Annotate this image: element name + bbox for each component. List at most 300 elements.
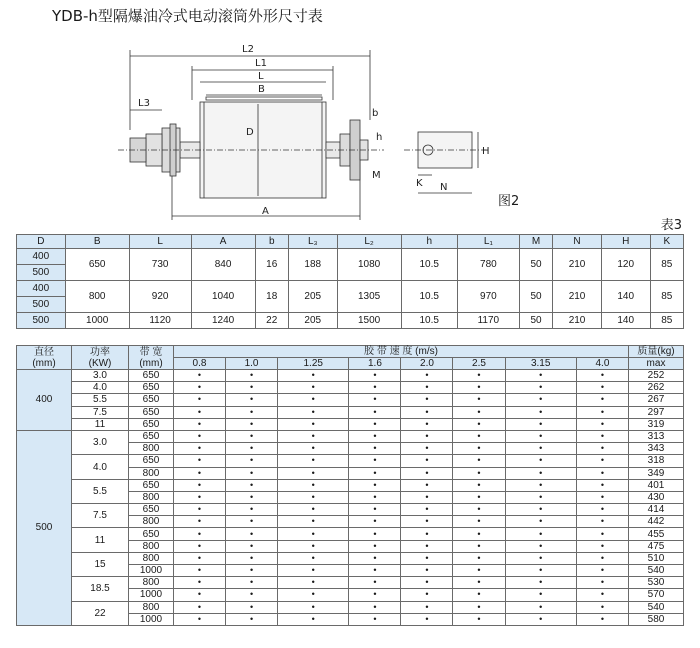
t3-header-cell: A: [191, 235, 255, 249]
t4-dot-cell: •: [278, 540, 349, 552]
t4-mass-cell: 297: [629, 406, 684, 418]
t4-dot-cell: •: [174, 504, 226, 516]
t4-dot-cell: •: [349, 577, 401, 589]
t4-width-cell: 800: [129, 577, 174, 589]
t4-dot-cell: •: [505, 613, 576, 625]
t3-header-cell: D: [17, 235, 66, 249]
t3-value-cell: 50: [519, 281, 552, 313]
t4-dot-cell: •: [174, 528, 226, 540]
t3-header-cell: K: [650, 235, 683, 249]
t4-mass-cell: 580: [629, 613, 684, 625]
t4-dot-cell: •: [576, 467, 628, 479]
t4-dot-cell: •: [576, 394, 628, 406]
t3-header-cell: L₁: [457, 235, 519, 249]
t4-dot-cell: •: [226, 370, 278, 382]
t4-row: [17, 504, 684, 516]
t4-dot-cell: •: [349, 418, 401, 430]
t4-dot-cell: •: [453, 418, 505, 430]
t4-dot-cell: •: [576, 491, 628, 503]
t4-dot-cell: •: [349, 491, 401, 503]
t4-dot-cell: •: [349, 443, 401, 455]
t4-width-cell: 650: [129, 455, 174, 467]
dim-k: K: [416, 178, 423, 189]
t4-mass-cell: 414: [629, 504, 684, 516]
t4-power-cell: 7.5: [72, 406, 129, 418]
t4-dot-cell: •: [401, 613, 453, 625]
t4-dot-cell: •: [226, 467, 278, 479]
t4-width-cell: 650: [129, 406, 174, 418]
t3-value-cell: 1240: [191, 313, 255, 329]
t4-dot-cell: •: [174, 430, 226, 442]
t4-dot-cell: •: [174, 443, 226, 455]
t4-dot-cell: •: [453, 577, 505, 589]
t4-dot-cell: •: [401, 589, 453, 601]
t4-dot-cell: •: [576, 418, 628, 430]
t4-dot-cell: •: [453, 504, 505, 516]
t4-dot-cell: •: [505, 589, 576, 601]
t3-row: [17, 313, 684, 329]
t4-mass-cell: 267: [629, 394, 684, 406]
t4-dot-cell: •: [349, 601, 401, 613]
t4-dot-cell: •: [278, 455, 349, 467]
t4-power-cell: 5.5: [72, 479, 129, 503]
t4-mass-cell: 252: [629, 370, 684, 382]
t3-value-cell: 16: [255, 249, 288, 281]
t3-value-cell: 210: [553, 313, 602, 329]
dimension-table: [16, 234, 684, 329]
t4-dot-cell: •: [401, 467, 453, 479]
t4-row: [17, 601, 684, 613]
t4-dot-cell: •: [174, 370, 226, 382]
t4-mass-cell: 455: [629, 528, 684, 540]
t4-diameter-header-unit: (mm): [32, 357, 56, 369]
t4-dot-cell: •: [278, 552, 349, 564]
t4-row: [17, 370, 684, 382]
t4-dot-cell: •: [226, 540, 278, 552]
t4-mass-cell: 349: [629, 467, 684, 479]
t4-dot-cell: •: [576, 601, 628, 613]
t4-dot-cell: •: [576, 370, 628, 382]
t3-row: [17, 249, 684, 265]
t4-dot-cell: •: [226, 504, 278, 516]
dim-h-small: h: [376, 132, 383, 143]
t4-dot-cell: •: [174, 418, 226, 430]
t4-dot-cell: •: [576, 577, 628, 589]
t3-value-cell: 85: [650, 313, 683, 329]
t4-dot-cell: •: [278, 443, 349, 455]
t4-dot-cell: •: [226, 382, 278, 394]
t4-dot-cell: •: [226, 577, 278, 589]
t4-dot-cell: •: [576, 589, 628, 601]
t4-mass-cell: 430: [629, 491, 684, 503]
t4-dot-cell: •: [453, 406, 505, 418]
t3-d-cell: 400: [17, 281, 66, 297]
t4-dot-cell: •: [453, 528, 505, 540]
t4-dot-cell: •: [226, 394, 278, 406]
t4-row: [17, 382, 684, 394]
dim-d: D: [246, 127, 254, 138]
t4-width-cell: 650: [129, 479, 174, 491]
t4-row: [17, 406, 684, 418]
t4-width-cell: 650: [129, 394, 174, 406]
t4-dot-cell: •: [278, 382, 349, 394]
t3-value-cell: 188: [288, 249, 337, 281]
t4-dot-cell: •: [453, 467, 505, 479]
t4-dot-cell: •: [401, 406, 453, 418]
t3-header-cell: H: [601, 235, 650, 249]
t4-header-row: [17, 346, 684, 358]
t4-dot-cell: •: [453, 394, 505, 406]
t3-value-cell: 85: [650, 249, 683, 281]
t4-dot-cell: •: [349, 455, 401, 467]
t4-dot-cell: •: [226, 589, 278, 601]
t4-dot-cell: •: [576, 613, 628, 625]
t4-dot-cell: •: [576, 443, 628, 455]
t4-power-cell: 4.0: [72, 455, 129, 479]
t4-mass-cell: 530: [629, 577, 684, 589]
t4-dot-cell: •: [174, 565, 226, 577]
t3-value-cell: 10.5: [401, 281, 457, 313]
t4-dot-cell: •: [278, 528, 349, 540]
t4-dot-cell: •: [174, 394, 226, 406]
t3-d-cell: 500: [17, 313, 66, 329]
t4-dot-cell: •: [505, 467, 576, 479]
t4-dot-cell: •: [174, 589, 226, 601]
t4-width-cell: 650: [129, 528, 174, 540]
t4-dot-cell: •: [278, 516, 349, 528]
t4-width-header: [129, 346, 174, 370]
t4-mass-cell: 540: [629, 601, 684, 613]
t3-value-cell: 1080: [337, 249, 401, 281]
t3-value-cell: 970: [457, 281, 519, 313]
t4-width-cell: 650: [129, 370, 174, 382]
t4-power-header-label: 功率: [90, 346, 110, 358]
t3-header-cell: N: [553, 235, 602, 249]
t4-dot-cell: •: [349, 528, 401, 540]
t4-dot-cell: •: [453, 430, 505, 442]
t3-value-cell: 210: [553, 249, 602, 281]
t3-value-cell: 1000: [65, 313, 129, 329]
t3-value-cell: 120: [601, 249, 650, 281]
t4-dot-cell: •: [174, 577, 226, 589]
t3-header-cell: B: [65, 235, 129, 249]
t4-dot-cell: •: [226, 516, 278, 528]
t4-dot-cell: •: [278, 418, 349, 430]
t4-dot-cell: •: [278, 565, 349, 577]
t4-dot-cell: •: [349, 589, 401, 601]
t4-dot-cell: •: [453, 552, 505, 564]
t4-power-cell: 11: [72, 528, 129, 552]
t4-dot-cell: •: [401, 491, 453, 503]
t4-dot-cell: •: [505, 601, 576, 613]
t4-speed-value: 2.5: [453, 358, 505, 370]
t4-dot-cell: •: [505, 443, 576, 455]
dim-b-small: b: [372, 108, 379, 119]
t4-speed-value: 1.25: [278, 358, 349, 370]
t4-dot-cell: •: [505, 528, 576, 540]
t3-value-cell: 920: [129, 281, 191, 313]
t4-dot-cell: •: [453, 565, 505, 577]
t3-value-cell: 22: [255, 313, 288, 329]
t3-value-cell: 1500: [337, 313, 401, 329]
t4-width-cell: 800: [129, 540, 174, 552]
dim-l: L: [258, 71, 264, 82]
t4-mass-cell: 319: [629, 418, 684, 430]
t4-dot-cell: •: [505, 504, 576, 516]
t4-dot-cell: •: [174, 552, 226, 564]
t4-dot-cell: •: [576, 406, 628, 418]
t4-dot-cell: •: [174, 406, 226, 418]
t4-dot-cell: •: [505, 430, 576, 442]
t4-dot-cell: •: [278, 589, 349, 601]
t4-dot-cell: •: [453, 443, 505, 455]
t4-dot-cell: •: [453, 601, 505, 613]
t4-dot-cell: •: [505, 552, 576, 564]
t4-dot-cell: •: [349, 552, 401, 564]
t4-width-cell: 800: [129, 443, 174, 455]
t4-mass-cell: 442: [629, 516, 684, 528]
t4-dot-cell: •: [401, 479, 453, 491]
dim-m: M: [372, 170, 381, 181]
t4-power-cell: 15: [72, 552, 129, 576]
t4-dot-cell: •: [401, 516, 453, 528]
t3-value-cell: 840: [191, 249, 255, 281]
dim-a: A: [262, 206, 269, 217]
t4-diameter-header: [17, 346, 72, 370]
dim-n: N: [440, 182, 448, 193]
t4-row: [17, 430, 684, 442]
t4-mass-cell: 401: [629, 479, 684, 491]
t4-width-header-unit: (mm): [139, 357, 163, 369]
t4-dot-cell: •: [401, 577, 453, 589]
t4-dot-cell: •: [505, 394, 576, 406]
t4-dot-cell: •: [278, 491, 349, 503]
t4-width-header-label: 带 宽: [139, 346, 163, 358]
t4-dot-cell: •: [226, 528, 278, 540]
t4-dot-cell: •: [226, 430, 278, 442]
t3-value-cell: 205: [288, 313, 337, 329]
t4-power-header: [72, 346, 129, 370]
t4-power-cell: 18.5: [72, 577, 129, 601]
t4-dot-cell: •: [349, 467, 401, 479]
t3-value-cell: 50: [519, 313, 552, 329]
t4-dot-cell: •: [576, 455, 628, 467]
t4-dot-cell: •: [576, 565, 628, 577]
t3-value-cell: 1120: [129, 313, 191, 329]
t3-value-cell: 10.5: [401, 249, 457, 281]
t3-value-cell: 85: [650, 281, 683, 313]
t4-dot-cell: •: [349, 370, 401, 382]
t4-dot-cell: •: [453, 613, 505, 625]
table3-label: 表3: [660, 218, 682, 233]
dim-l2: L2: [242, 44, 254, 55]
t4-dot-cell: •: [576, 540, 628, 552]
t4-dot-cell: •: [453, 491, 505, 503]
t4-width-cell: 650: [129, 418, 174, 430]
t4-dot-cell: •: [401, 552, 453, 564]
t4-mass-cell: 475: [629, 540, 684, 552]
t3-header-cell: M: [519, 235, 552, 249]
t4-speed-value: 1.6: [349, 358, 401, 370]
t4-dot-cell: •: [349, 565, 401, 577]
t4-dot-cell: •: [226, 443, 278, 455]
t4-dot-cell: •: [453, 516, 505, 528]
t4-dot-cell: •: [401, 382, 453, 394]
t4-dot-cell: •: [505, 479, 576, 491]
t4-dot-cell: •: [278, 394, 349, 406]
t4-dot-cell: •: [174, 613, 226, 625]
t4-power-cell: 4.0: [72, 382, 129, 394]
t4-dot-cell: •: [505, 370, 576, 382]
dim-h: H: [482, 146, 490, 157]
t4-dot-cell: •: [401, 540, 453, 552]
t4-dot-cell: •: [349, 504, 401, 516]
t4-power-cell: 22: [72, 601, 129, 625]
t4-dot-cell: •: [576, 528, 628, 540]
t3-d-cell: 500: [17, 297, 66, 313]
t4-dot-cell: •: [401, 504, 453, 516]
t4-dot-cell: •: [174, 601, 226, 613]
t4-dot-cell: •: [401, 430, 453, 442]
t4-diameter-cell: 500: [17, 430, 72, 625]
t4-dot-cell: •: [453, 382, 505, 394]
t4-power-cell: 5.5: [72, 394, 129, 406]
t4-mass-header: 质量(kg): [629, 346, 684, 358]
t3-value-cell: 780: [457, 249, 519, 281]
t4-row: [17, 577, 684, 589]
t4-speed-value: 3.15: [505, 358, 576, 370]
t4-dot-cell: •: [505, 540, 576, 552]
t4-dot-cell: •: [576, 382, 628, 394]
t4-power-header-unit: (KW): [88, 357, 112, 369]
t3-value-cell: 1040: [191, 281, 255, 313]
t3-value-cell: 1170: [457, 313, 519, 329]
t3-value-cell: 650: [65, 249, 129, 281]
t4-speed-value: 0.8: [174, 358, 226, 370]
t4-power-cell: 7.5: [72, 504, 129, 528]
t4-dot-cell: •: [505, 565, 576, 577]
dim-l3: L3: [138, 98, 150, 109]
t4-dot-cell: •: [401, 565, 453, 577]
t4-dot-cell: •: [576, 516, 628, 528]
t4-dot-cell: •: [278, 504, 349, 516]
t4-diameter-cell: 400: [17, 370, 72, 431]
t4-dot-cell: •: [401, 528, 453, 540]
t3-header-cell: h: [401, 235, 457, 249]
t3-header-cell: L: [129, 235, 191, 249]
t3-value-cell: 800: [65, 281, 129, 313]
t4-mass-cell: 262: [629, 382, 684, 394]
t4-row: [17, 528, 684, 540]
t4-dot-cell: •: [278, 577, 349, 589]
t4-dot-cell: •: [278, 601, 349, 613]
t4-row: [17, 418, 684, 430]
t4-width-cell: 800: [129, 516, 174, 528]
t4-dot-cell: •: [226, 479, 278, 491]
t3-value-cell: 730: [129, 249, 191, 281]
t3-d-cell: 500: [17, 265, 66, 281]
t4-dot-cell: •: [349, 516, 401, 528]
t4-dot-cell: •: [505, 577, 576, 589]
t4-dot-cell: •: [401, 418, 453, 430]
t4-dot-cell: •: [576, 504, 628, 516]
t4-dot-cell: •: [349, 613, 401, 625]
t4-mass-cell: 540: [629, 565, 684, 577]
t4-dot-cell: •: [505, 418, 576, 430]
t4-speed-value: 1.0: [226, 358, 278, 370]
t4-dot-cell: •: [401, 394, 453, 406]
t4-dot-cell: •: [349, 479, 401, 491]
roller-drawing: [0, 0, 700, 225]
t4-dot-cell: •: [505, 406, 576, 418]
t4-dot-cell: •: [278, 467, 349, 479]
t4-dot-cell: •: [278, 370, 349, 382]
t4-width-cell: 650: [129, 430, 174, 442]
t4-dot-cell: •: [174, 479, 226, 491]
t4-dot-cell: •: [174, 491, 226, 503]
t4-width-cell: 800: [129, 491, 174, 503]
t4-dot-cell: •: [453, 479, 505, 491]
t4-dot-cell: •: [226, 406, 278, 418]
t4-dot-cell: •: [278, 479, 349, 491]
t4-dot-cell: •: [174, 455, 226, 467]
speed-mass-table: [16, 345, 684, 626]
t4-width-cell: 800: [129, 552, 174, 564]
t4-dot-cell: •: [174, 467, 226, 479]
t3-d-cell: 400: [17, 249, 66, 265]
t3-row: [17, 281, 684, 297]
t4-dot-cell: •: [576, 552, 628, 564]
t3-value-cell: 50: [519, 249, 552, 281]
t4-mass-unit: max: [629, 358, 684, 370]
t4-power-cell: 3.0: [72, 430, 129, 454]
t4-dot-cell: •: [349, 382, 401, 394]
t3-header-cell: L₂: [337, 235, 401, 249]
t4-power-cell: 3.0: [72, 370, 129, 382]
t4-row: [17, 479, 684, 491]
t3-header-cell: L₃: [288, 235, 337, 249]
t4-dot-cell: •: [453, 370, 505, 382]
t4-dot-cell: •: [505, 382, 576, 394]
t4-dot-cell: •: [453, 540, 505, 552]
t4-speed-value: 4.0: [576, 358, 628, 370]
t4-dot-cell: •: [349, 430, 401, 442]
t4-width-cell: 800: [129, 467, 174, 479]
t4-dot-cell: •: [576, 479, 628, 491]
t4-width-cell: 650: [129, 382, 174, 394]
t4-power-cell: 11: [72, 418, 129, 430]
t4-dot-cell: •: [401, 455, 453, 467]
t4-row: [17, 552, 684, 564]
t4-diameter-header-label: 直径: [34, 346, 54, 358]
t4-width-cell: 1000: [129, 613, 174, 625]
page-title: YDB-h型隔爆油冷式电动滚筒外形尺寸表: [52, 7, 323, 25]
t4-dot-cell: •: [505, 516, 576, 528]
t4-dot-cell: •: [505, 455, 576, 467]
t3-value-cell: 140: [601, 281, 650, 313]
t4-dot-cell: •: [278, 430, 349, 442]
t4-mass-cell: 510: [629, 552, 684, 564]
t4-dot-cell: •: [453, 455, 505, 467]
t4-mass-cell: 343: [629, 443, 684, 455]
t3-value-cell: 18: [255, 281, 288, 313]
t4-dot-cell: •: [278, 613, 349, 625]
t4-width-cell: 650: [129, 504, 174, 516]
t3-value-cell: 1305: [337, 281, 401, 313]
t4-dot-cell: •: [349, 394, 401, 406]
t4-dot-cell: •: [505, 491, 576, 503]
t4-dot-cell: •: [401, 601, 453, 613]
